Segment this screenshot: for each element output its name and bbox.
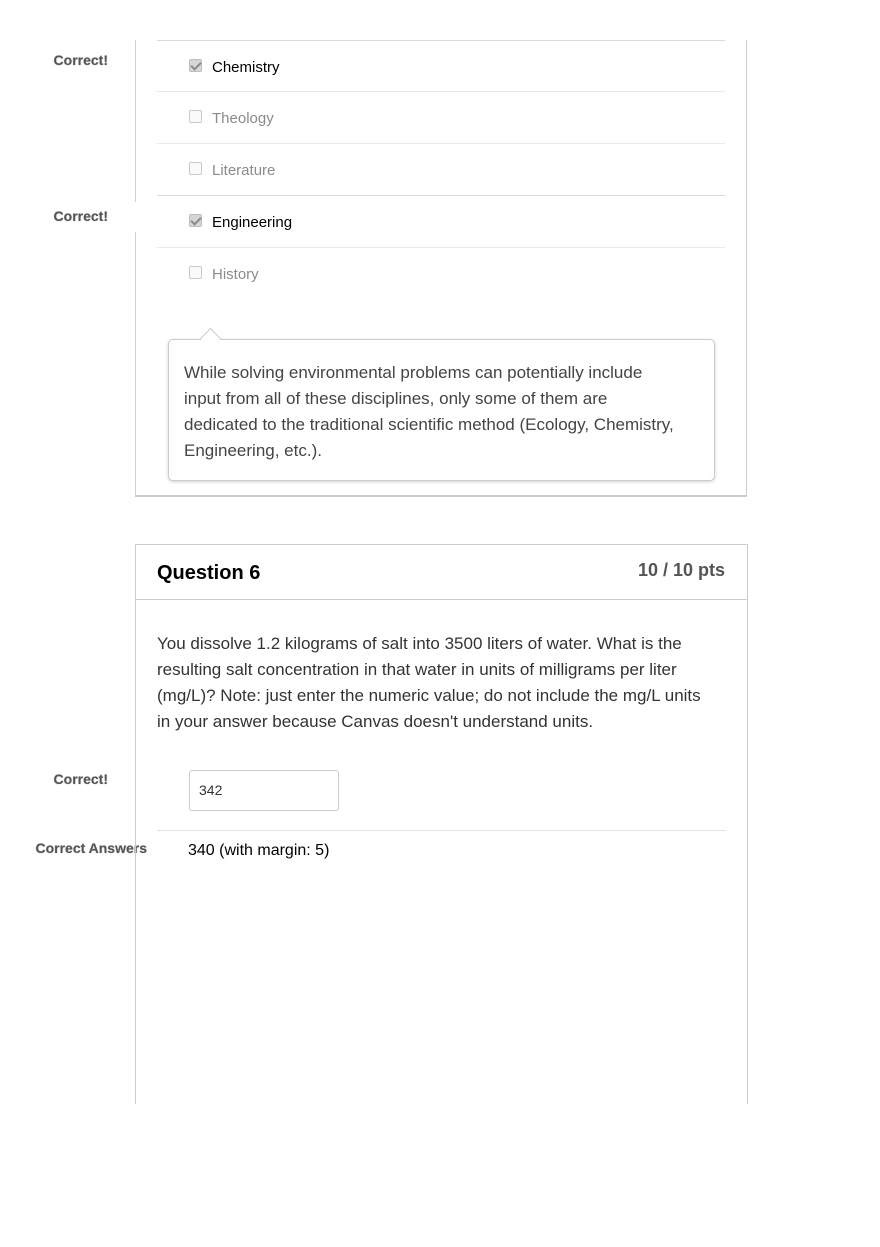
question-points: 10 / 10 pts: [637, 560, 725, 580]
correct-answer-value: 340 (with margin: 5): [188, 842, 330, 859]
answer-input[interactable]: 342: [189, 770, 339, 811]
correct-label-engineering: Correct!: [53, 208, 108, 224]
checkbox-icon[interactable]: [189, 162, 202, 175]
answer-label: Theology: [212, 110, 274, 127]
question-5-panel: [135, 40, 747, 497]
answer-comment: [168, 339, 715, 481]
question-header: [136, 545, 747, 600]
correct-answers-label: Correct Answers: [35, 840, 147, 856]
answer-label: Chemistry: [212, 59, 280, 76]
checkbox-checked-icon[interactable]: [189, 214, 202, 227]
checkbox-icon[interactable]: [189, 266, 202, 279]
answer-label: Literature: [212, 162, 276, 179]
question-text: You dissolve 1.2 kilograms of salt into 3500 liters of water. What is the resulting salt concentration in that water in units of milligrams per liter (mg/L)? Note: just enter the numeric value; do not include the mg/L units in your answer because Canvas doesn't understand units.: [157, 634, 701, 731]
comment-text: While solving environmental problems can potentially include input from all of these disciplines, only some of them are dedicated to the traditional scientific method (Ecology, Chemistry, Engineering, etc.).: [184, 363, 674, 460]
correct-label-chemistry: Correct!: [53, 52, 108, 68]
correct-answers-label-wrap: [0, 838, 148, 862]
question-title: Question 6: [157, 562, 261, 584]
answer-chemistry[interactable]: [157, 40, 725, 92]
divider: [157, 830, 726, 831]
answer-engineering[interactable]: [157, 196, 725, 248]
answer-theology[interactable]: [157, 92, 725, 144]
answer-label: Engineering: [212, 214, 293, 231]
correct-label-q6: Correct!: [53, 771, 108, 787]
answer-literature[interactable]: [157, 144, 725, 196]
checkbox-icon[interactable]: [189, 110, 202, 123]
answer-history[interactable]: [157, 248, 725, 300]
answer-label: History: [212, 266, 259, 283]
checkbox-checked-icon[interactable]: [189, 59, 202, 72]
question-6-panel: [135, 544, 748, 1104]
